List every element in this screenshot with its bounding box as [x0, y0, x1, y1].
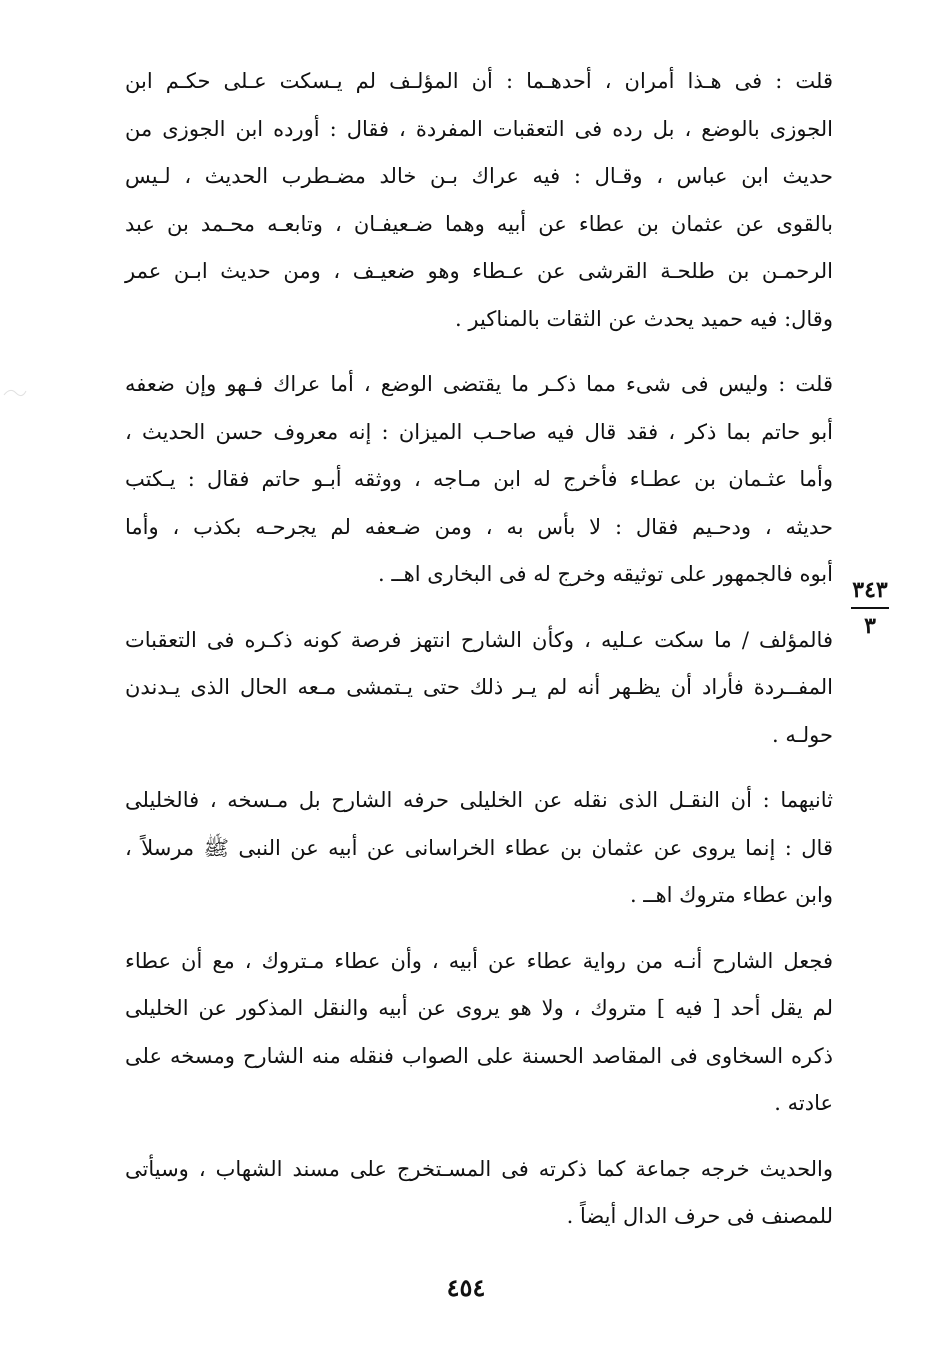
- text-line: حديث ابن عباس ، وقـال : فيه عراك بـن خالد مضـطرب الحديث ، لـيس: [125, 164, 833, 188]
- paragraph: [125, 361, 833, 599]
- text-line: قلت : فى هـذا أمران ، أحدهـما : أن المؤلـف لم يـسكت عـلى حكـم ابن: [125, 69, 833, 93]
- text-line: قال : إنما يروى عن عثمان بن عطاء الخراسانى عن أبيه عن النبى ﷺ مرسلاً ،: [125, 835, 833, 860]
- text-line: فجعل الشارح أنـه من رواية عطاء عن أبيه ، وأن عطاء مـتروك ، مع أن عطاء: [125, 948, 833, 973]
- text-line: والحديث خرجه جماعة كما ذكرته فى المسـتخرج على مسند الشهاب ، وسيأتى: [125, 1156, 833, 1181]
- text-line: حديثه ، ودحـيم فقال : لا بأس به ، ومن ضـعفه لم يجرحـه بكذب ، وأما: [125, 514, 833, 539]
- text-line: وابن عطاء متروك اهــ .: [629, 883, 833, 907]
- text-line: الرحمـن بن طلحـة القرشى عن عـطاء وهو ضعيـف ، ومن حديث ابـن عمر: [125, 259, 833, 283]
- text-line: للمصنف فى حرف الدال أيضاً .: [566, 1204, 833, 1228]
- fraction-divider: [851, 607, 889, 609]
- text-line: فالمؤلف / ما سكت عـليه ، وكأن الشارح انتهز فرصة كونه ذكـره فى التعقبات: [125, 627, 833, 652]
- text-line: ذكره السخاوى فى المقاصد الحسنة على الصواب فنقله منه الشارح ومسخه على: [125, 1043, 833, 1068]
- text-line: وأما عثـمان بن عطـاء فأخرج له ابن مـاجه ، ووثقه أبـو حاتم فقال : يـكتب: [125, 467, 833, 491]
- text-line: المفــردة فأراد أن يظـهر أنه لم يـر ذلك حتى يـتمشى مـعه الحال الذى يـدندن: [125, 675, 833, 699]
- paragraph: [125, 938, 833, 1128]
- page-number: ٤٥٤: [446, 1273, 486, 1302]
- text-line: عادته .: [774, 1091, 833, 1115]
- text-line: أبوه فالجمهور على توثيقه وخرج له فى البخارى اهــ .: [377, 562, 833, 586]
- text-line: ثانيهما : أن النقـل الذى نقله عن الخليلى حرفه الشارح بل مـسخه ، فالخليلى: [125, 788, 833, 812]
- text-line: الجوزى بالوضع ، بل رده فى التعقبات المفردة ، فقال : أورده ابن الجوزى من: [125, 116, 833, 141]
- text-line: أبو حاتم بما ذكر ، فقد قال فيه صاحـب الميزان : إنه معروف حسن الحديث ،: [125, 419, 833, 444]
- margin-reference-numerator: ٣٤٣: [852, 577, 888, 603]
- text-line: وقال: فيه حميد يحدث عن الثقات بالمناكير .: [455, 306, 833, 331]
- paragraph: [125, 58, 833, 343]
- paragraph: [125, 777, 833, 920]
- main-text: [125, 58, 833, 1259]
- margin-reference-denominator: ٣: [864, 613, 876, 639]
- paragraph: [125, 617, 833, 760]
- text-line: بالقوى عن عثمان بن عطاء عن أبيه وهما ضـعيفـان ، وتابعـه محـمد بن عبد: [125, 211, 833, 236]
- text-line: لم يقل أحد [ فيه ] متروك ، ولا هو يروى عن أبيه والنقل المذكور عن الخليلى: [125, 996, 833, 1020]
- scan-smudge: [2, 385, 28, 403]
- text-line: حولـه .: [772, 722, 833, 747]
- text-line: قلت : وليس فى شىء مما ذكـر ما يقتضى الوضع ، أما عراك فـهو وإن ضعفه: [125, 372, 833, 396]
- margin-page-reference: [845, 575, 895, 641]
- paragraph: [125, 1146, 833, 1241]
